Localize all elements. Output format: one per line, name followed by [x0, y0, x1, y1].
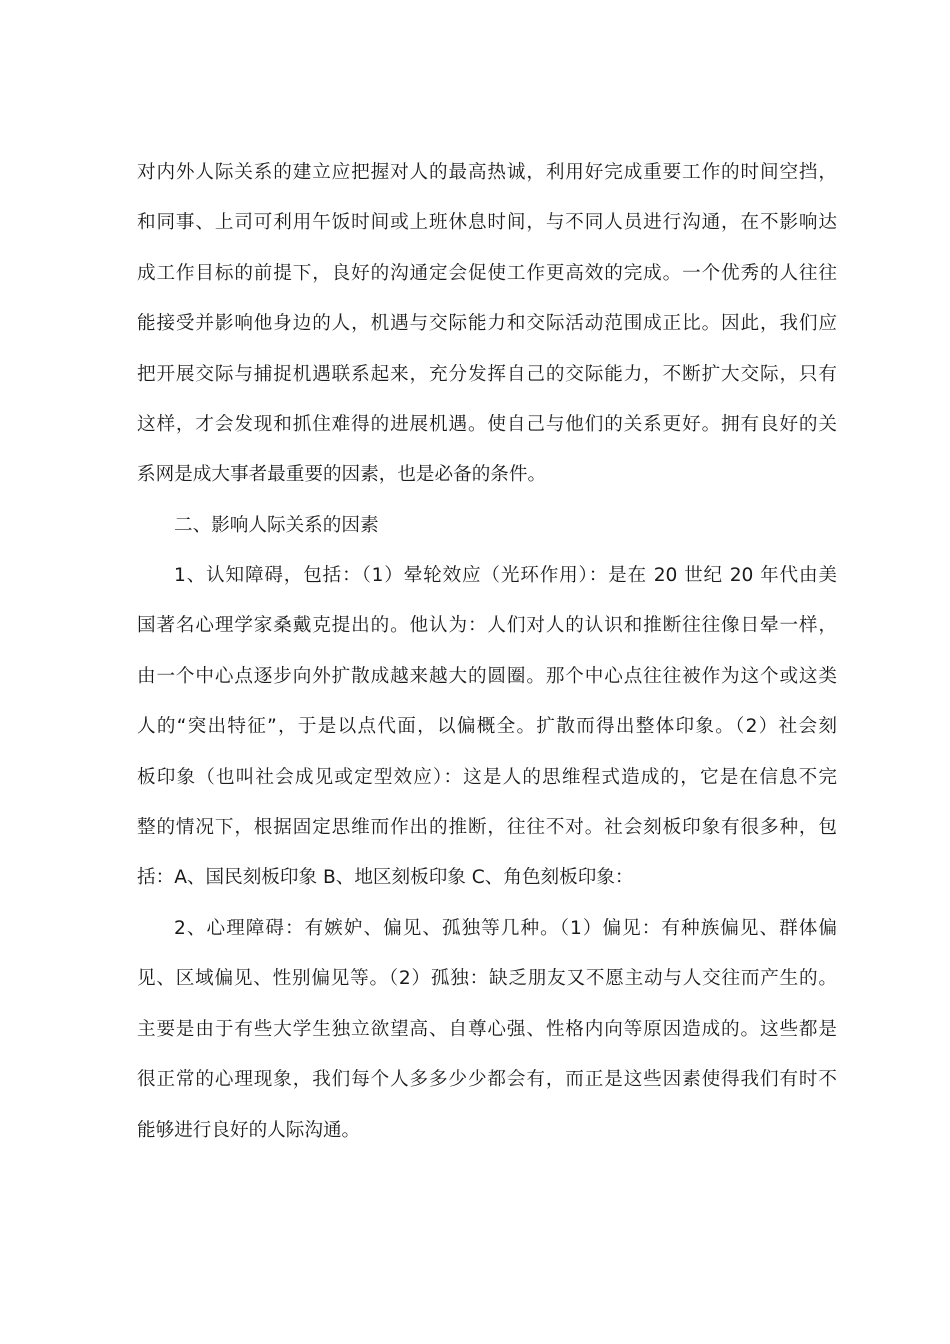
paragraph-line: 把开展交际与捕捉机遇联系起来，充分发挥自己的交际能力，不断扩大交际，只有	[137, 363, 837, 385]
paragraph-line: 1、认知障碍，包括：（1）晕轮效应（光环作用）：是在 20 世纪 20 年代由美	[174, 565, 837, 586]
paragraph-line: 括：A、国民刻板印象 B、地区刻板印象 C、角色刻板印象：	[137, 867, 634, 889]
paragraph-line: 对内外人际关系的建立应把握对人的最高热诚，利用好完成重要工作的时间空挡，	[137, 162, 837, 183]
paragraph-line: 这样，才会发现和抓住难得的进展机遇。使自己与他们的关系更好。拥有良好的关	[137, 413, 837, 435]
paragraph-line: 成工作目标的前提下，良好的沟通定会促使工作更高效的完成。一个优秀的人往往	[137, 262, 837, 284]
paragraph-cognitive	[137, 551, 837, 904]
paragraph-line: 板印象（也叫社会成见或定型效应）：这是人的思维程式造成的，它是在信息不完	[137, 766, 837, 788]
paragraph-line: 2、心理障碍：有嫉妒、偏见、孤独等几种。（1）偏见：有种族偏见、群体偏	[174, 918, 837, 939]
paragraph-line: 见、区域偏见、性别偏见等。（2）孤独：缺乏朋友又不愿主动与人交往而产生的。	[137, 968, 837, 990]
paragraph-line: 由一个中心点逐步向外扩散成越来越大的圆圈。那个中心点往往被作为这个或这类	[137, 665, 837, 687]
paragraph-psychological	[137, 904, 837, 1156]
paragraph-line: 整的情况下，根据固定思维而作出的推断，往往不对。社会刻板印象有很多种，包	[137, 816, 837, 838]
paragraph-intro	[137, 148, 837, 501]
paragraph-line: 很正常的心理现象，我们每个人多多少少都会有，而正是这些因素使得我们有时不	[137, 1069, 837, 1091]
paragraph-line: 国著名心理学家桑戴克提出的。他认为：人们对人的认识和推断往往像日晕一样，	[137, 615, 837, 637]
paragraph-line: 和同事、上司可利用午饭时间或上班休息时间，与不同人员进行沟通，在不影响达	[137, 212, 837, 234]
paragraph-line: 能接受并影响他身边的人，机遇与交际能力和交际活动范围成正比。因此，我们应	[137, 313, 837, 335]
paragraph-line: 系网是成大事者最重要的因素，也是必备的条件。	[137, 464, 547, 486]
paragraph-line: 人的“突出特征”，于是以点代面，以偏概全。扩散而得出整体印象。（2）社会刻	[137, 716, 837, 738]
paragraph-line: 主要是由于有些大学生独立欲望高、自尊心强、性格内向等原因造成的。这些都是	[137, 1018, 837, 1040]
section-heading: 二、影响人际关系的因素	[174, 515, 379, 536]
section-heading-block	[137, 501, 837, 551]
paragraph-line: 能够进行良好的人际沟通。	[137, 1119, 361, 1141]
